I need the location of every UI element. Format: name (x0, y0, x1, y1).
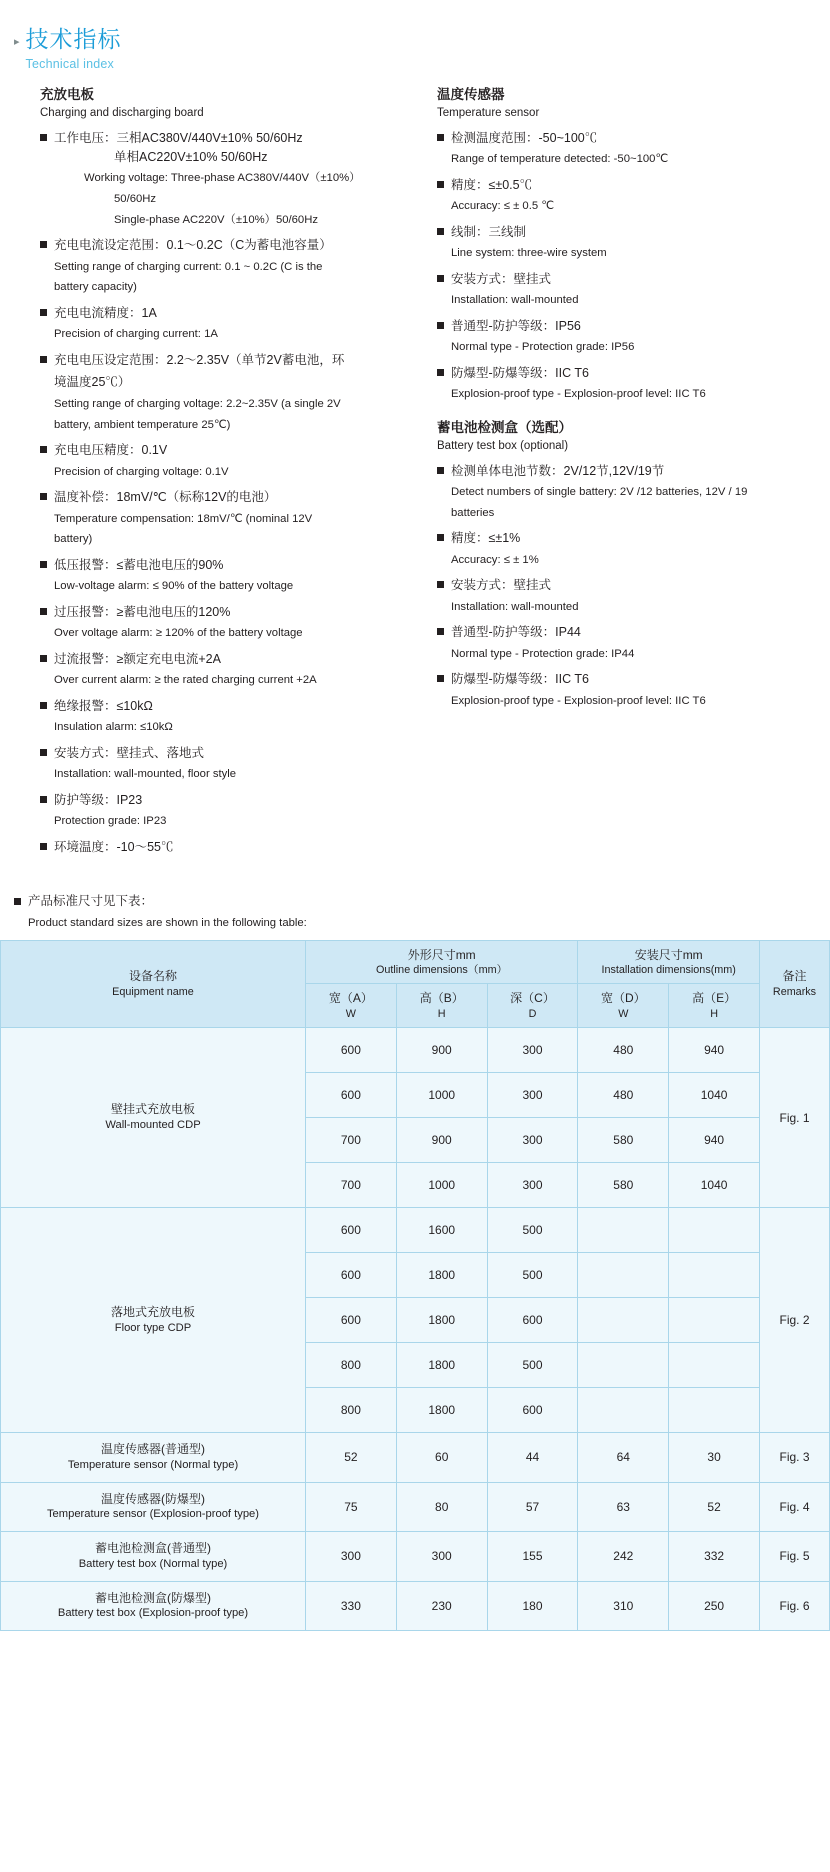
cell-dimension (578, 1298, 669, 1343)
cell-dimension: 900 (396, 1118, 487, 1163)
cell-remark: Fig. 6 (760, 1581, 830, 1630)
square-bullet-icon (40, 241, 47, 248)
col-remarks: 备注 Remarks (760, 940, 830, 1028)
square-bullet-icon (40, 309, 47, 316)
spec-en: Setting range of charging voltage: 2.2~2.35V (a single 2V (54, 397, 341, 410)
square-bullet-icon (437, 675, 444, 682)
cell-dimension: 1800 (396, 1343, 487, 1388)
spec-cn: 充电电流精度：1A (54, 305, 157, 320)
col-outline-height: 高（B） H (396, 984, 487, 1028)
cell-dimension (578, 1343, 669, 1388)
square-bullet-icon (40, 561, 47, 568)
right-column (437, 85, 792, 865)
spec-en: Precision of charging voltage: 0.1V (54, 465, 229, 478)
square-bullet-icon (40, 796, 47, 803)
list-item (437, 223, 792, 263)
section-title-en: Temperature sensor (437, 106, 540, 119)
cell-dimension: 80 (396, 1482, 487, 1531)
cell-remark: Fig. 3 (760, 1433, 830, 1482)
list-item (437, 529, 792, 569)
cell-dimension: 300 (487, 1028, 578, 1073)
spec-en: Low-voltage alarm: ≤ 90% of the battery voltage (54, 580, 294, 593)
spec-en: Range of temperature detected: -50~100℃ (451, 153, 669, 166)
square-bullet-icon (437, 322, 444, 329)
spec-cn: 安装方式：壁挂式 (451, 271, 552, 286)
square-bullet-icon (40, 655, 47, 662)
col-install-height: 高（E） H (669, 984, 760, 1028)
page-title-en: Technical index (25, 56, 114, 71)
cell-dimension: 52 (669, 1482, 760, 1531)
spec-en: Temperature compensation: 18mV/℃ (nominal 12V (54, 512, 313, 525)
section-title-cn: 温度传感器 (437, 86, 505, 102)
cell-dimension: 1600 (396, 1208, 487, 1253)
cell-dimension: 180 (487, 1581, 578, 1630)
cell-dimension: 600 (306, 1253, 397, 1298)
page-title: 技术指标 (25, 26, 122, 52)
list-item (437, 670, 792, 710)
cell-dimension: 332 (669, 1532, 760, 1581)
square-bullet-icon (437, 534, 444, 541)
list-item (437, 270, 792, 310)
col-outline-depth: 深（C） D (487, 984, 578, 1028)
cell-dimension: 300 (487, 1118, 578, 1163)
cell-dimension: 1800 (396, 1253, 487, 1298)
spec-en: Installation: wall-mounted, floor style (54, 768, 237, 781)
spec-en: Insulation alarm: ≤10kΩ (54, 721, 173, 734)
page-title-block (0, 0, 830, 71)
table-row (1, 1028, 830, 1073)
spec-cn: 充电电压精度：0.1V (54, 443, 168, 458)
spec-cn: 充电电压设定范围：2.2～2.35V（单节2V蓄电池，环 (54, 352, 345, 367)
spec-cn: 检测温度范围：-50~100℃ (451, 130, 598, 145)
cell-dimension: 600 (306, 1208, 397, 1253)
square-bullet-icon (40, 134, 47, 141)
spec-en: Accuracy: ≤ ± 0.5 ℃ (451, 200, 554, 213)
list-item (437, 129, 792, 169)
cell-dimension: 480 (578, 1073, 669, 1118)
spec-cn: 安装方式：壁挂式 (451, 578, 552, 593)
cell-dimension (578, 1388, 669, 1433)
cell-dimension: 800 (306, 1343, 397, 1388)
section-heading-temperature-sensor (437, 85, 792, 123)
cell-dimension: 63 (578, 1482, 669, 1531)
cell-dimension: 700 (306, 1118, 397, 1163)
spec-cn-extra: 单相AC220V±10% 50/60Hz (114, 150, 268, 165)
cell-dimension (669, 1208, 760, 1253)
section-title-en: Battery test box (optional) (437, 439, 569, 452)
battery-test-box-list (437, 462, 792, 711)
spec-cn: 检测单体电池节数：2V/12节,12V/19节 (451, 463, 665, 478)
spec-en: Explosion-proof type - Explosion-proof level: IIC T6 (451, 694, 706, 707)
cell-dimension: 60 (396, 1433, 487, 1482)
spec-cn: 过压报警：≥蓄电池电压的120% (54, 604, 231, 619)
cell-dimension: 1040 (669, 1073, 760, 1118)
list-item (40, 304, 395, 344)
sizes-intro-en: Product standard sizes are shown in the following table: (28, 916, 307, 929)
list-item (40, 488, 395, 549)
list-item (437, 462, 792, 523)
spec-en: Over current alarm: ≥ the rated charging current +2A (54, 674, 317, 687)
cell-dimension: 700 (306, 1163, 397, 1208)
sizes-intro (0, 864, 830, 939)
cell-dimension: 500 (487, 1343, 578, 1388)
cell-dimension: 800 (306, 1388, 397, 1433)
square-bullet-icon (40, 608, 47, 615)
spec-cn: 充电电流设定范围：0.1～0.2C（C为蓄电池容量） (54, 238, 332, 253)
sizes-intro-cn: 产品标准尺寸见下表： (28, 894, 154, 909)
section-title-cn: 充放电板 (40, 86, 94, 102)
cell-dimension: 30 (669, 1433, 760, 1482)
table-row (1, 1581, 830, 1630)
cell-dimension (578, 1253, 669, 1298)
spec-en: Normal type - Protection grade: IP56 (451, 341, 635, 354)
spec-en: Working voltage: Three-phase AC380V/440V（±10%） (84, 172, 361, 185)
spec-cn: 工作电压：三相AC380V/440V±10% 50/60Hz (54, 130, 303, 145)
cell-dimension: 1040 (669, 1163, 760, 1208)
square-bullet-icon (14, 898, 21, 905)
square-bullet-icon (437, 467, 444, 474)
cell-dimension: 600 (487, 1388, 578, 1433)
col-outline-width: 宽（A） W (306, 984, 397, 1028)
spec-cn: 防爆型-防爆等级：IIC T6 (451, 365, 589, 380)
cell-dimension (669, 1388, 760, 1433)
spec-cn: 防爆型-防爆等级：IIC T6 (451, 672, 589, 687)
spec-en: Installation: wall-mounted (451, 600, 579, 613)
square-bullet-icon (437, 369, 444, 376)
cell-dimension: 580 (578, 1163, 669, 1208)
spec-en: Setting range of charging current: 0.1 ~ 0.2C (C is the (54, 260, 323, 273)
list-item (40, 441, 395, 481)
cell-dimension (578, 1208, 669, 1253)
section-heading-charging-board (40, 85, 395, 123)
cell-equipment-name: 温度传感器(防爆型) Temperature sensor (Explosion-proof type) (1, 1482, 306, 1531)
list-item (437, 317, 792, 357)
spec-en-2: batteries (451, 506, 495, 519)
spec-en: Accuracy: ≤ ± 1% (451, 553, 539, 566)
spec-cn: 防护等级：IP23 (54, 792, 143, 807)
cell-dimension: 64 (578, 1433, 669, 1482)
cell-remark: Fig. 5 (760, 1532, 830, 1581)
cell-remark: Fig. 4 (760, 1482, 830, 1531)
cell-dimension: 500 (487, 1208, 578, 1253)
spec-en: Explosion-proof type - Explosion-proof level: IIC T6 (451, 388, 706, 401)
list-item (40, 697, 395, 737)
cell-dimension: 310 (578, 1581, 669, 1630)
square-bullet-icon (40, 843, 47, 850)
square-bullet-icon (40, 446, 47, 453)
spec-en: Detect numbers of single battery: 2V /12 batteries, 12V / 19 (451, 486, 748, 499)
cell-dimension: 600 (306, 1298, 397, 1343)
spec-en-3: Single-phase AC220V（±10%）50/60Hz (114, 213, 319, 226)
table-row (1, 1208, 830, 1253)
list-item (40, 791, 395, 831)
spec-en-2: battery, ambient temperature 25℃) (54, 418, 231, 431)
square-bullet-icon (437, 181, 444, 188)
cell-dimension: 940 (669, 1028, 760, 1073)
cell-equipment-name: 温度传感器(普通型) Temperature sensor (Normal type) (1, 1433, 306, 1482)
cell-dimension: 1000 (396, 1073, 487, 1118)
list-item (437, 176, 792, 216)
cell-dimension: 300 (306, 1532, 397, 1581)
cell-dimension: 242 (578, 1532, 669, 1581)
cell-dimension: 600 (306, 1073, 397, 1118)
cell-dimension: 500 (487, 1253, 578, 1298)
cell-dimension: 600 (306, 1028, 397, 1073)
table-body (1, 1028, 830, 1631)
cell-dimension: 250 (669, 1581, 760, 1630)
cell-dimension: 52 (306, 1433, 397, 1482)
spec-cn: 低压报警：≤蓄电池电压的90% (54, 557, 224, 572)
spec-columns (0, 71, 830, 865)
col-outline-dimensions: 外形尺寸mm Outline dimensions（mm） (306, 940, 578, 984)
product-sizes-table (0, 940, 830, 1631)
cell-dimension: 155 (487, 1532, 578, 1581)
spec-cn: 安装方式：壁挂式、落地式 (54, 745, 205, 760)
cell-dimension: 300 (396, 1532, 487, 1581)
cell-dimension: 75 (306, 1482, 397, 1531)
square-bullet-icon (437, 228, 444, 235)
cell-dimension: 1000 (396, 1163, 487, 1208)
spec-en: Installation: wall-mounted (451, 294, 579, 307)
cell-equipment-name: 落地式充放电板 Floor type CDP (1, 1208, 306, 1433)
spec-en: Normal type - Protection grade: IP44 (451, 647, 635, 660)
square-bullet-icon (437, 134, 444, 141)
square-bullet-icon (40, 749, 47, 756)
list-item (437, 576, 792, 616)
cell-dimension: 300 (487, 1073, 578, 1118)
left-column (40, 85, 395, 865)
spec-en: Line system: three-wire system (451, 247, 607, 260)
spec-cn: 精度：≤±0.5℃ (451, 177, 533, 192)
table-header-row-1 (1, 940, 830, 984)
list-item (437, 364, 792, 404)
spec-cn: 绝缘报警：≤10kΩ (54, 698, 153, 713)
section-heading-battery-test-box (437, 418, 792, 456)
list-item (40, 603, 395, 643)
cell-equipment-name: 壁挂式充放电板 Wall-mounted CDP (1, 1028, 306, 1208)
square-bullet-icon (437, 628, 444, 635)
cell-dimension: 480 (578, 1028, 669, 1073)
list-item (40, 556, 395, 596)
col-installation-dimensions: 安装尺寸mm Installation dimensions(mm) (578, 940, 760, 984)
spec-cn: 过流报警：≥额定充电电流+2A (54, 651, 221, 666)
table-row (1, 1532, 830, 1581)
left-spec-list (40, 129, 395, 858)
spec-cn: 线制：三线制 (451, 224, 527, 239)
col-install-width: 宽（D） W (578, 984, 669, 1028)
spec-cn: 环境温度：-10～55℃ (54, 839, 174, 854)
cell-dimension: 900 (396, 1028, 487, 1073)
col-equipment-name: 设备名称 Equipment name (1, 940, 306, 1028)
table-row (1, 1482, 830, 1531)
section-title-cn: 蓄电池检测盒（选配） (437, 419, 572, 435)
cell-dimension: 580 (578, 1118, 669, 1163)
cell-dimension: 1800 (396, 1298, 487, 1343)
cell-equipment-name: 蓄电池检测盒(普通型) Battery test box (Normal type) (1, 1532, 306, 1581)
cell-remark: Fig. 1 (760, 1028, 830, 1208)
table-header (1, 940, 830, 1028)
list-item (40, 351, 395, 434)
spec-en: Over voltage alarm: ≥ 120% of the battery voltage (54, 627, 303, 640)
cell-dimension: 600 (487, 1298, 578, 1343)
cell-dimension: 300 (487, 1163, 578, 1208)
square-bullet-icon (40, 493, 47, 500)
spec-en-2: 50/60Hz (114, 193, 157, 206)
spec-en-2: battery) (54, 533, 93, 546)
cell-dimension: 1800 (396, 1388, 487, 1433)
temperature-sensor-list (437, 129, 792, 404)
spec-cn: 普通型-防护等级：IP56 (451, 318, 581, 333)
cell-dimension: 330 (306, 1581, 397, 1630)
spec-cn: 温度补偿：18mV/℃（标称12V的电池） (54, 490, 277, 505)
cell-remark: Fig. 2 (760, 1208, 830, 1433)
cell-dimension (669, 1253, 760, 1298)
spec-en: Protection grade: IP23 (54, 815, 167, 828)
cell-dimension (669, 1298, 760, 1343)
cell-dimension: 230 (396, 1581, 487, 1630)
section-title-en: Charging and discharging board (40, 106, 204, 119)
list-item (40, 129, 395, 230)
list-item (40, 838, 395, 857)
spec-en-2: battery capacity) (54, 281, 137, 294)
list-item (40, 236, 395, 297)
list-item (40, 650, 395, 690)
square-bullet-icon (437, 275, 444, 282)
square-bullet-icon (437, 581, 444, 588)
cell-dimension (669, 1343, 760, 1388)
spec-en: Precision of charging current: 1A (54, 328, 218, 341)
spec-cn: 精度：≤±1% (451, 531, 521, 546)
spec-cn-2: 境温度25℃） (54, 375, 131, 390)
cell-dimension: 44 (487, 1433, 578, 1482)
spec-cn: 普通型-防护等级：IP44 (451, 625, 581, 640)
cell-equipment-name: 蓄电池检测盒(防爆型) Battery test box (Explosion-proof type) (1, 1581, 306, 1630)
table-row (1, 1433, 830, 1482)
triangle-right-icon: ▸ (14, 36, 20, 48)
list-item (40, 744, 395, 784)
square-bullet-icon (40, 702, 47, 709)
cell-dimension: 57 (487, 1482, 578, 1531)
square-bullet-icon (40, 356, 47, 363)
cell-dimension: 940 (669, 1118, 760, 1163)
list-item (437, 623, 792, 663)
